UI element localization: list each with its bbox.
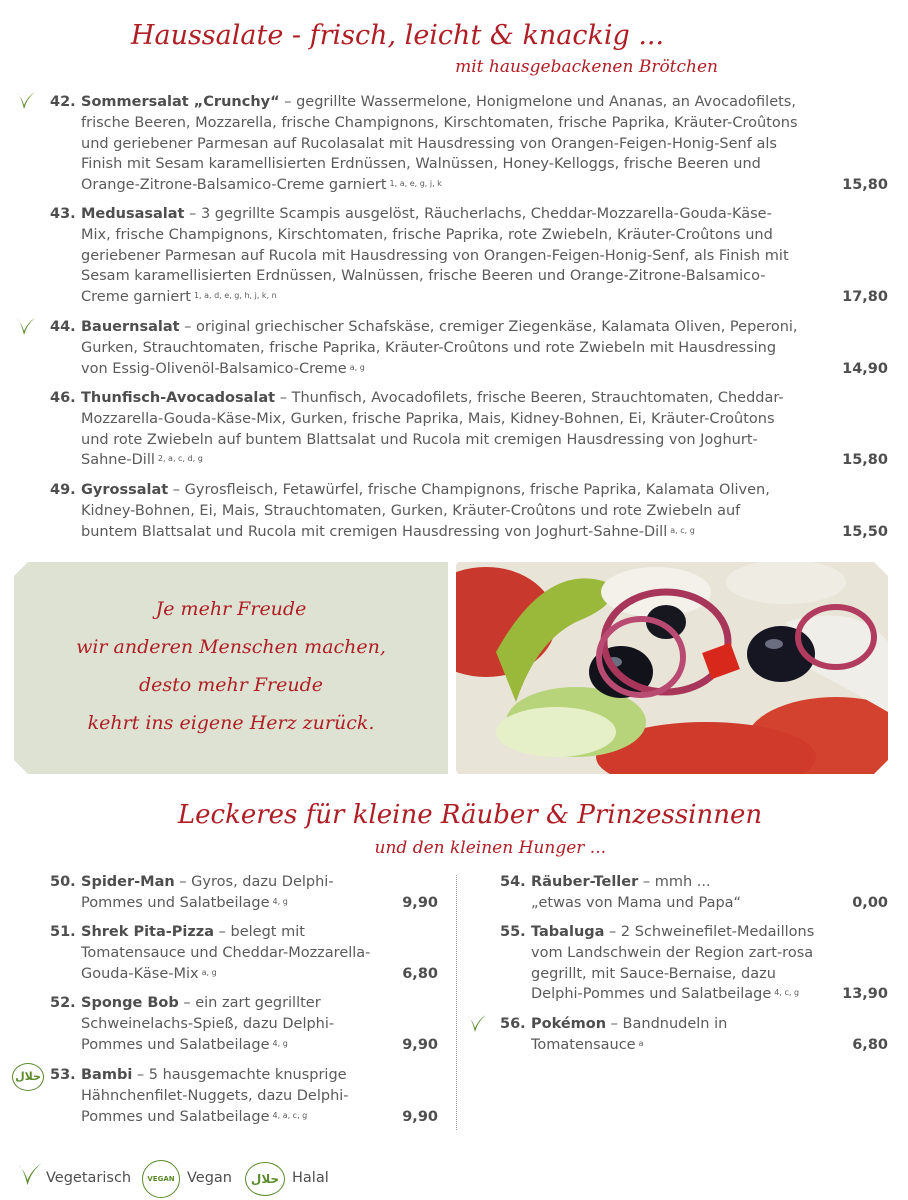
item-description: – Thunfisch, Avocadofilets, frische Beeren, Strauchtomaten, Cheddar-Mozzarella-Gouda-Käse-Mix, Gurken, frische Paprika, Mais, Kidney-Bohnen, Ei, Kräuter-Croûtons und rote Zwiebeln auf buntem Blattsalat und Rucola mit cremigen Hausdressing von Joghurt-Sahne-Dill (81, 390, 784, 469)
item-name: Bauernsalat (81, 319, 180, 335)
item-number: 46. (50, 390, 76, 406)
item-description: – Bandnudeln in Tomatensauce (531, 1016, 728, 1053)
legend-vegetarian: Vegetarisch (46, 1170, 132, 1186)
item-number: 53. (50, 1067, 76, 1083)
item-number: 44. (50, 319, 76, 335)
halal-badge-icon: حلال (245, 1162, 285, 1196)
item-number: 52. (50, 995, 76, 1011)
item-description: – ein zart gegrillter Schweinelachs-Spieß, dazu Delphi-Pommes und Salatbeilage (81, 995, 335, 1053)
menu-item (50, 204, 890, 308)
menu-item (50, 922, 440, 984)
leaf-icon (15, 90, 37, 117)
item-name: Spider-Man (81, 874, 175, 890)
allergen-codes: a (638, 1038, 644, 1048)
item-number: 50. (50, 874, 76, 890)
quote-line: desto mehr Freude (138, 674, 324, 696)
item-description: – belegt mit Tomatensauce und Cheddar-Mozzarella-Gouda-Käse-Mix (81, 924, 371, 982)
allergen-codes: 1, a, e, g, j, k (389, 179, 442, 189)
legend-halal: Halal (292, 1170, 329, 1186)
menu-item (500, 1014, 890, 1056)
allergen-codes: 4, g (272, 1038, 288, 1048)
item-name: Räuber-Teller (531, 874, 639, 890)
item-price: 15,80 (842, 177, 888, 194)
item-name: Pokémon (531, 1016, 607, 1032)
menu-item (50, 92, 890, 196)
menu-item (500, 922, 890, 1005)
allergen-codes: 2, a, c, d, g (157, 454, 203, 464)
quote-line: kehrt ins eigene Herz zurück. (87, 712, 375, 734)
salads-subtitle: mit hausgebackenen Brötchen (455, 57, 718, 77)
menu-item (50, 1065, 440, 1127)
item-name: Gyrossalat (81, 482, 169, 498)
item-name: Thunfisch-Avocadosalat (81, 390, 276, 406)
leaf-icon (15, 316, 37, 343)
item-description: – mmh ... „etwas von Mama und Papa“ (531, 874, 742, 911)
item-description: – Gyros, dazu Delphi-Pommes und Salatbeilage (81, 874, 334, 911)
corner-notch (14, 562, 28, 576)
item-price: 14,90 (842, 360, 888, 377)
item-number: 51. (50, 924, 76, 940)
corner-notch (874, 760, 888, 774)
quote-line: wir anderen Menschen machen, (76, 636, 386, 658)
item-number: 56. (500, 1016, 526, 1032)
salad-photo (456, 562, 888, 774)
item-description: – 3 gegrillte Scampis ausgelöst, Räucherlachs, Cheddar-Mozzarella-Gouda-Käse-Mix, frische Champignons, Kirschtomaten, frische Paprika, rote Zwiebeln, Kräuter-Croûtons und geriebener Parmesan auf Rucola mit Hausdressing von Orangen-Feigen-Honig-Senf, als Finish mit Sesam karamellisierten Erdnüssen, Walnüssen, frische Beeren und Orange-Zitrone-Balsamico-Creme garniert (81, 206, 789, 306)
allergen-codes: 1, a, d, e, g, h, j, k, n (193, 291, 277, 301)
item-price: 9,90 (402, 1036, 438, 1053)
menu-item (50, 388, 890, 471)
item-name: Tabaluga (531, 924, 605, 940)
item-number: 54. (500, 874, 526, 890)
allergen-codes: a, g (201, 967, 217, 977)
item-description: – 5 hausgemachte knusprige Hähnchenfilet-Nuggets, dazu Delphi-Pommes und Salatbeilage (81, 1067, 349, 1125)
item-name: Medusasalat (81, 206, 185, 222)
allergen-codes: 4, a, c, g (272, 1110, 308, 1120)
item-description: – Gyrosfleisch, Fetawürfel, frische Champignons, frische Paprika, Kalamata Oliven, Kidney-Bohnen, Ei, Mais, Strauchtomaten, Gurken, Kräuter-Croûtons und rote Zwiebeln auf buntem Blattsalat und Rucola mit cremigen Hausdressing von Joghurt-Sahne-Dill (81, 482, 770, 540)
item-description: – gegrillte Wassermelone, Honigmelone und Ananas, an Avocadofilets, frische Beeren, Mozzarella, frische Champignons, Kirschtomaten, frische Paprika, Kräuter-Croûtons und geriebener Parmesan auf Rucolasalat mit Hausdressing von Orangen-Feigen-Honig-Senf als Finish mit Sesam karamellisierten Erdnüssen, Walnüssen, Honey-Kelloggs, frische Beeren und Orange-Zitrone-Balsamico-Creme garniert (81, 94, 798, 194)
leaf-icon (466, 1013, 488, 1040)
item-price: 13,90 (842, 986, 888, 1003)
item-price: 9,90 (402, 894, 438, 911)
quote-line: Je mehr Freude (155, 598, 307, 620)
item-description: – 2 Schweinefilet-Medaillons vom Landschwein der Region zart-rosa gegrillt, mit Sauce-Bernaise, dazu Delphi-Pommes und Salatbeilage (531, 924, 815, 1003)
item-number: 55. (500, 924, 526, 940)
item-name: Sponge Bob (81, 995, 179, 1011)
allergen-codes: a, g (349, 362, 365, 372)
menu-item (50, 480, 890, 542)
leaf-icon (16, 1160, 44, 1195)
menu-item (50, 993, 440, 1055)
vegan-badge-icon: VEGAN (142, 1160, 180, 1198)
quote-text (14, 590, 448, 742)
item-price: 6,80 (852, 1036, 888, 1053)
item-number: 42. (50, 94, 76, 110)
corner-notch (14, 760, 28, 774)
item-price: 0,00 (852, 894, 888, 911)
kids-subtitle: und den kleinen Hunger ... (374, 838, 606, 858)
item-price: 9,90 (402, 1108, 438, 1125)
item-number: 43. (50, 206, 76, 222)
legend-vegan: Vegan (187, 1170, 232, 1186)
allergen-codes: 4, c, g (774, 988, 800, 998)
item-description: – original griechischer Schafskäse, cremiger Ziegenkäse, Kalamata Oliven, Peperoni, Gurken, Strauchtomaten, frische Paprika, Kräuter-Croûtons und rote Zwiebeln mit Hausdressing von Essig-Olivenöl-Balsamico-Creme (81, 319, 798, 377)
kids-title: Leckeres für kleine Räuber & Prinzessinnen (177, 800, 763, 830)
menu-item (500, 872, 890, 914)
salads-title: Haussalate - frisch, leicht & knackig ... (130, 20, 665, 51)
item-price: 15,50 (842, 523, 888, 540)
item-price: 15,80 (842, 452, 888, 469)
menu-item (50, 317, 890, 379)
corner-notch (874, 562, 888, 576)
halal-badge-icon: حلال (12, 1063, 44, 1091)
column-divider (456, 875, 457, 1130)
item-name: Bambi (81, 1067, 133, 1083)
menu-item (50, 872, 440, 914)
allergen-codes: 4, g (272, 896, 288, 906)
item-number: 49. (50, 482, 76, 498)
allergen-codes: a, c, g (670, 525, 695, 535)
item-name: Sommersalat „Crunchy“ (81, 94, 280, 110)
item-price: 6,80 (402, 965, 438, 982)
item-price: 17,80 (842, 289, 888, 306)
item-name: Shrek Pita-Pizza (81, 924, 215, 940)
